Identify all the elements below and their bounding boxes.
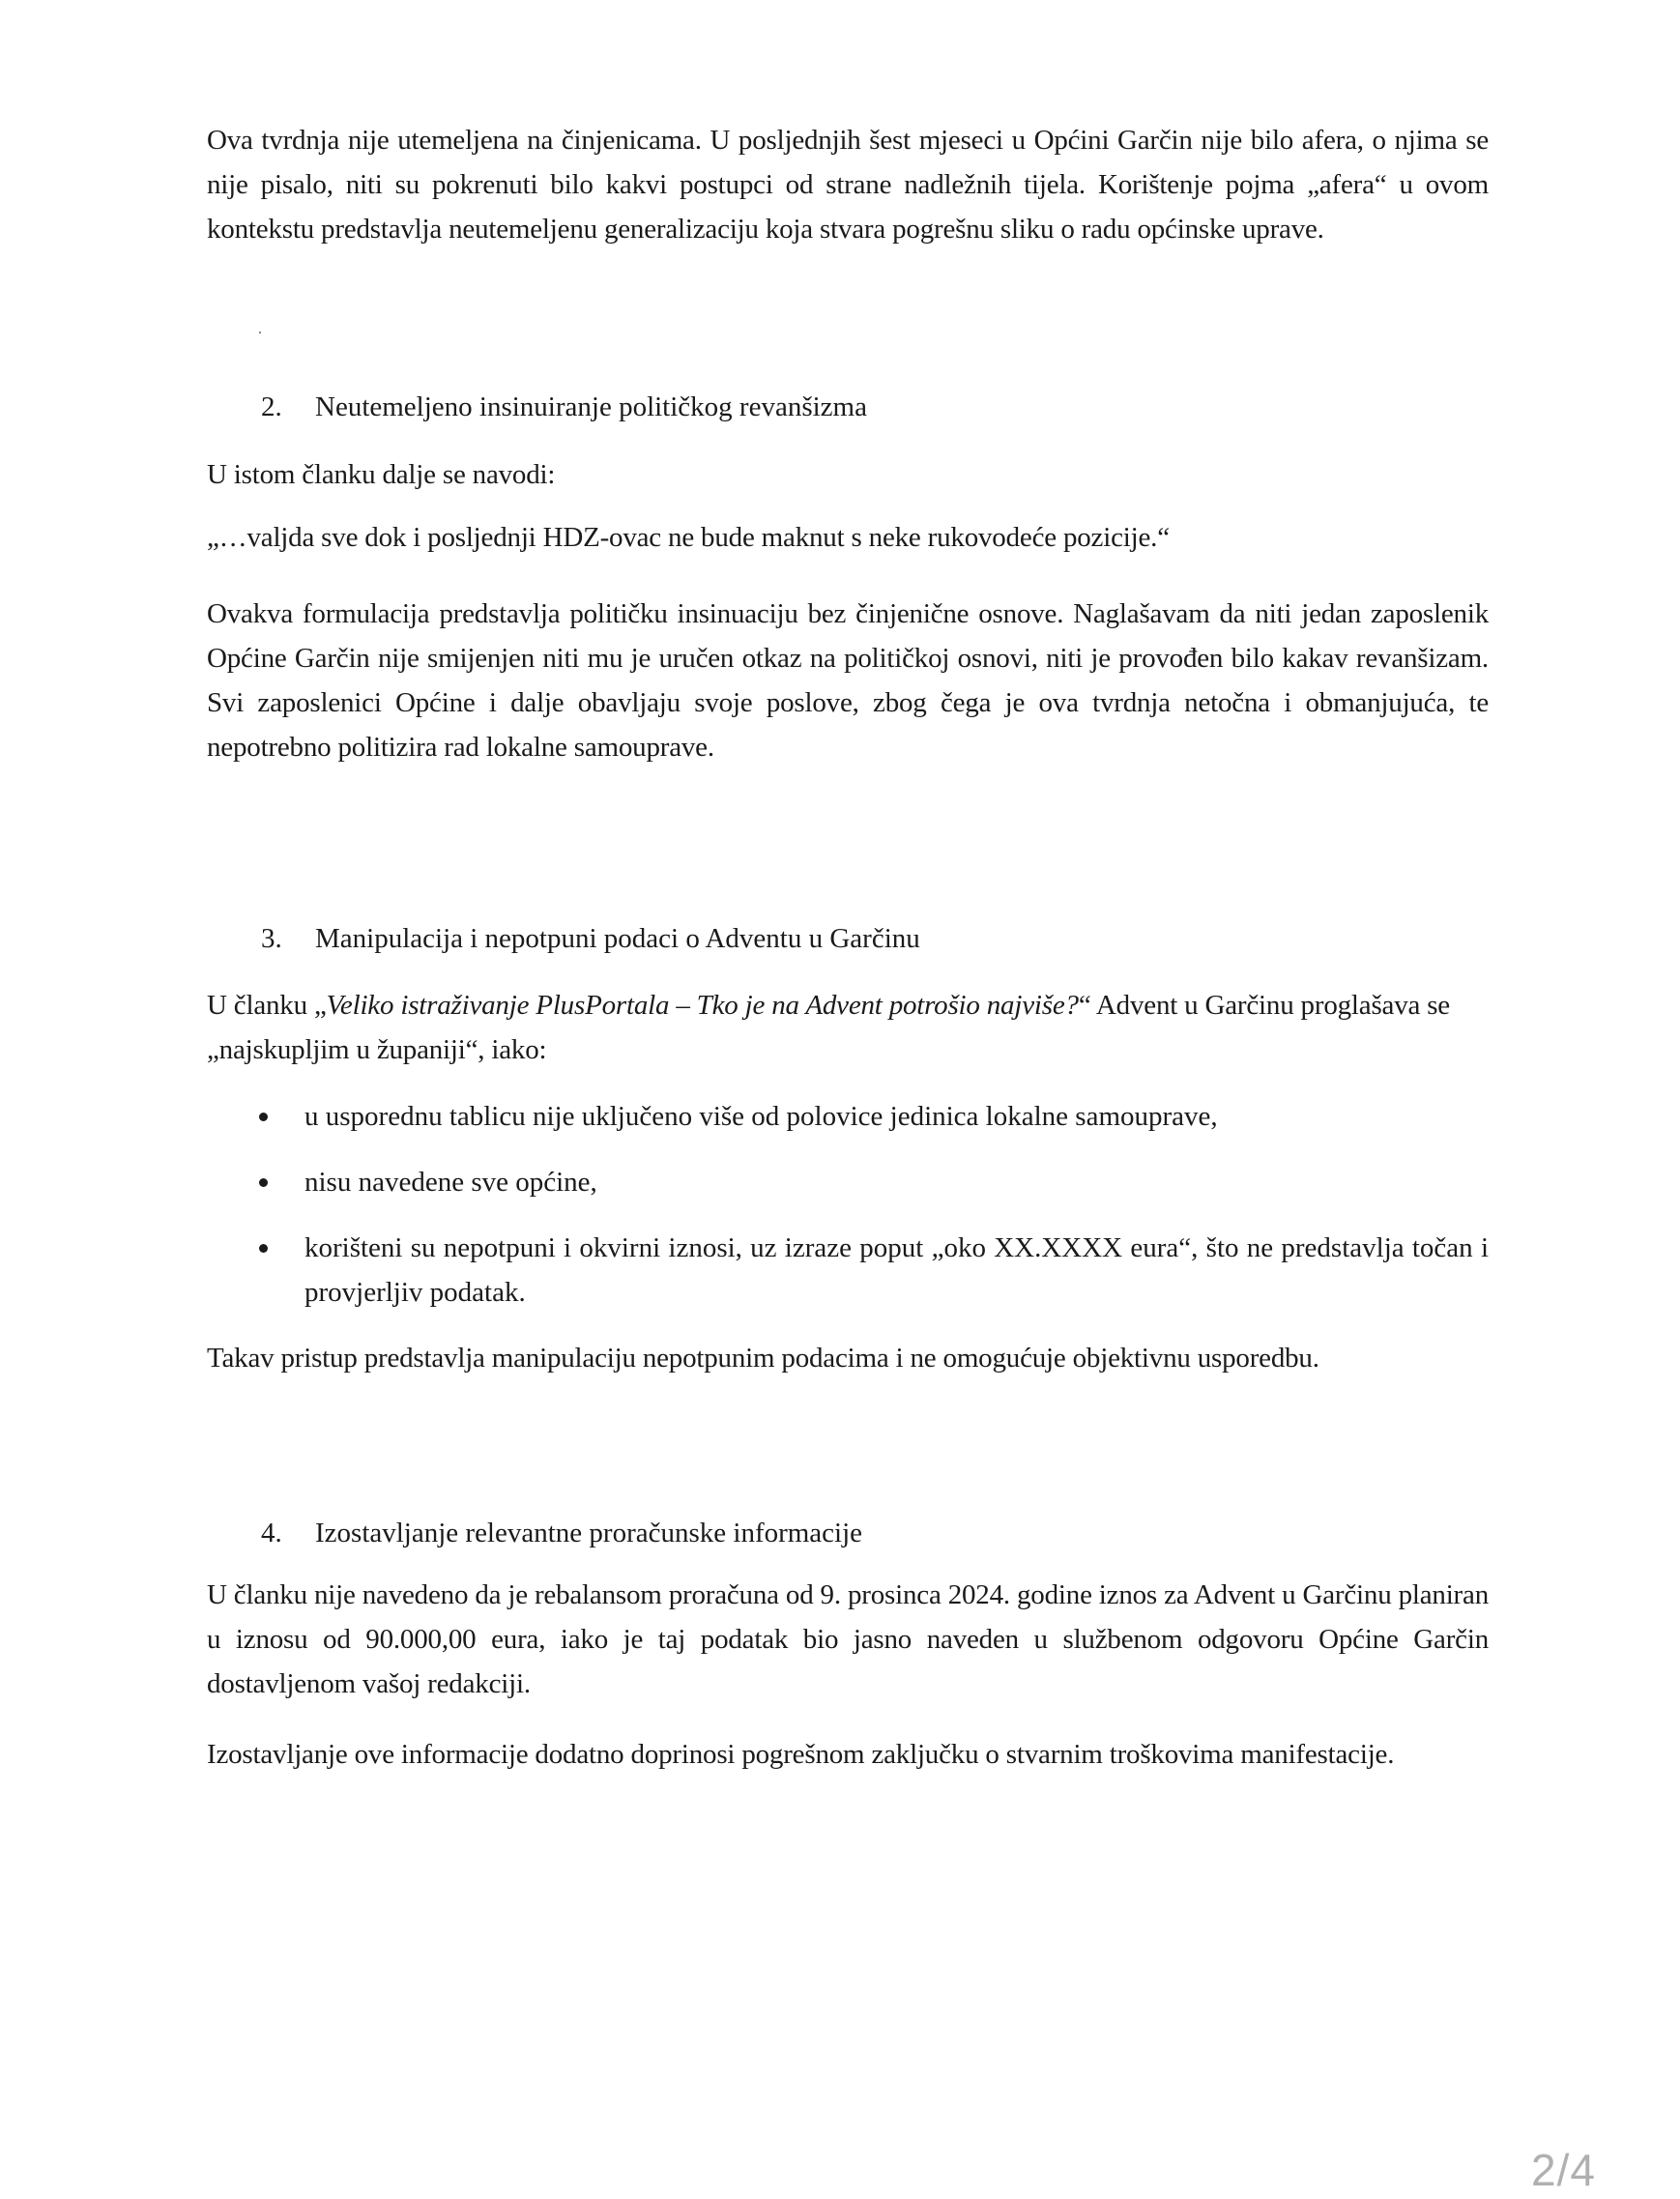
section-3-paragraph: Takav pristup predstavlja manipulaciju nepotpunim podacima i ne omogućuje objektivnu usporedbu.	[207, 1343, 1319, 1374]
section-4-paragraph-2: Izostavljanje ove informacije dodatno doprinosi pogrešnom zaključku o stvarnim troškovima manifestacije.	[207, 1739, 1395, 1770]
section-title: Manipulacija i nepotpuni podaci o Adventu u Garčinu	[315, 923, 920, 954]
bullet-item: korišteni su nepotpuni i okvirni iznosi, uz izraze poput „oko XX.XXXX eura“, što ne predstavlja točan i provjerljiv podatak.	[207, 1226, 1489, 1315]
section-3-heading	[261, 916, 920, 961]
section-number: 4.	[261, 1518, 282, 1548]
lead-prefix: U članku „	[207, 990, 327, 1021]
intro-paragraph: Ova tvrdnja nije utemeljena na činjenicama. U posljednjih šest mjeseci u Općini Garčin nije bilo afera, o njima se nije pisalo, niti su pokrenuti bilo kakvi postupci od strane nadležnih tijela. Korištenje pojma „afera“ u ovom kontekstu predstavlja neutemeljenu generalizaciju koja stvara pogrešnu sliku o radu općinske uprave.	[207, 125, 1489, 245]
section-2-heading	[261, 385, 867, 429]
bullet-item: u usporednu tablicu nije uključeno više od polovice jedinica lokalne samouprave,	[207, 1094, 1489, 1139]
bullet-icon	[259, 1113, 268, 1121]
section-4-heading	[261, 1511, 862, 1555]
article-title: Veliko istraživanje PlusPortala – Tko je na Advent potrošio najviše?	[326, 990, 1079, 1021]
lead-suffix: “ Advent u Garčinu proglašava se „najskupljim u županiji“, iako:	[207, 990, 1450, 1065]
section-number: 3.	[261, 923, 282, 954]
section-title: Izostavljanje relevantne proračunske informacije	[315, 1518, 863, 1548]
bullet-icon	[259, 1244, 268, 1253]
section-2-quote: „…valjda sve dok i posljednji HDZ-ovac ne bude maknut s neke rukovodeće pozicije.“	[207, 522, 1170, 553]
section-number: 2.	[261, 391, 282, 422]
section-3-bullet-list	[207, 1094, 1489, 1315]
bullet-item: nisu navedene sve općine,	[207, 1160, 1489, 1204]
section-4-paragraph: U članku nije navedeno da je rebalansom proračuna od 9. prosinca 2024. godine iznos za Advent u Garčinu planiran u iznosu od 90.000,00 eura, iako je taj podatak bio jasno naveden u službenom odgovoru Općine Garčin dostavljenom vašoj redakciji.	[207, 1579, 1489, 1699]
section-2-paragraph: Ovakva formulacija predstavlja političku insinuaciju bez činjenične osnove. Naglašavam da niti jedan zaposlenik Općine Garčin nije smijenjen niti mu je uručen otkaz na političkoj osnovi, niti je provođen bilo kakav revanšizam. Svi zaposlenici Općine i dalje obavljaju svoje poslove, zbog čega je ova tvrdnja netočna i obmanjujuća, te nepotrebno politizira rad lokalne samouprave.	[207, 598, 1489, 763]
bullet-icon	[259, 1178, 268, 1187]
section-title: Neutemeljeno insinuiranje političkog revanšizma	[315, 391, 867, 422]
page-indicator: 2/4	[1531, 2145, 1596, 2195]
scan-speck	[259, 332, 261, 333]
section-2-lead: U istom članku dalje se navodi:	[207, 459, 556, 490]
section-3-lead	[207, 983, 1489, 1072]
